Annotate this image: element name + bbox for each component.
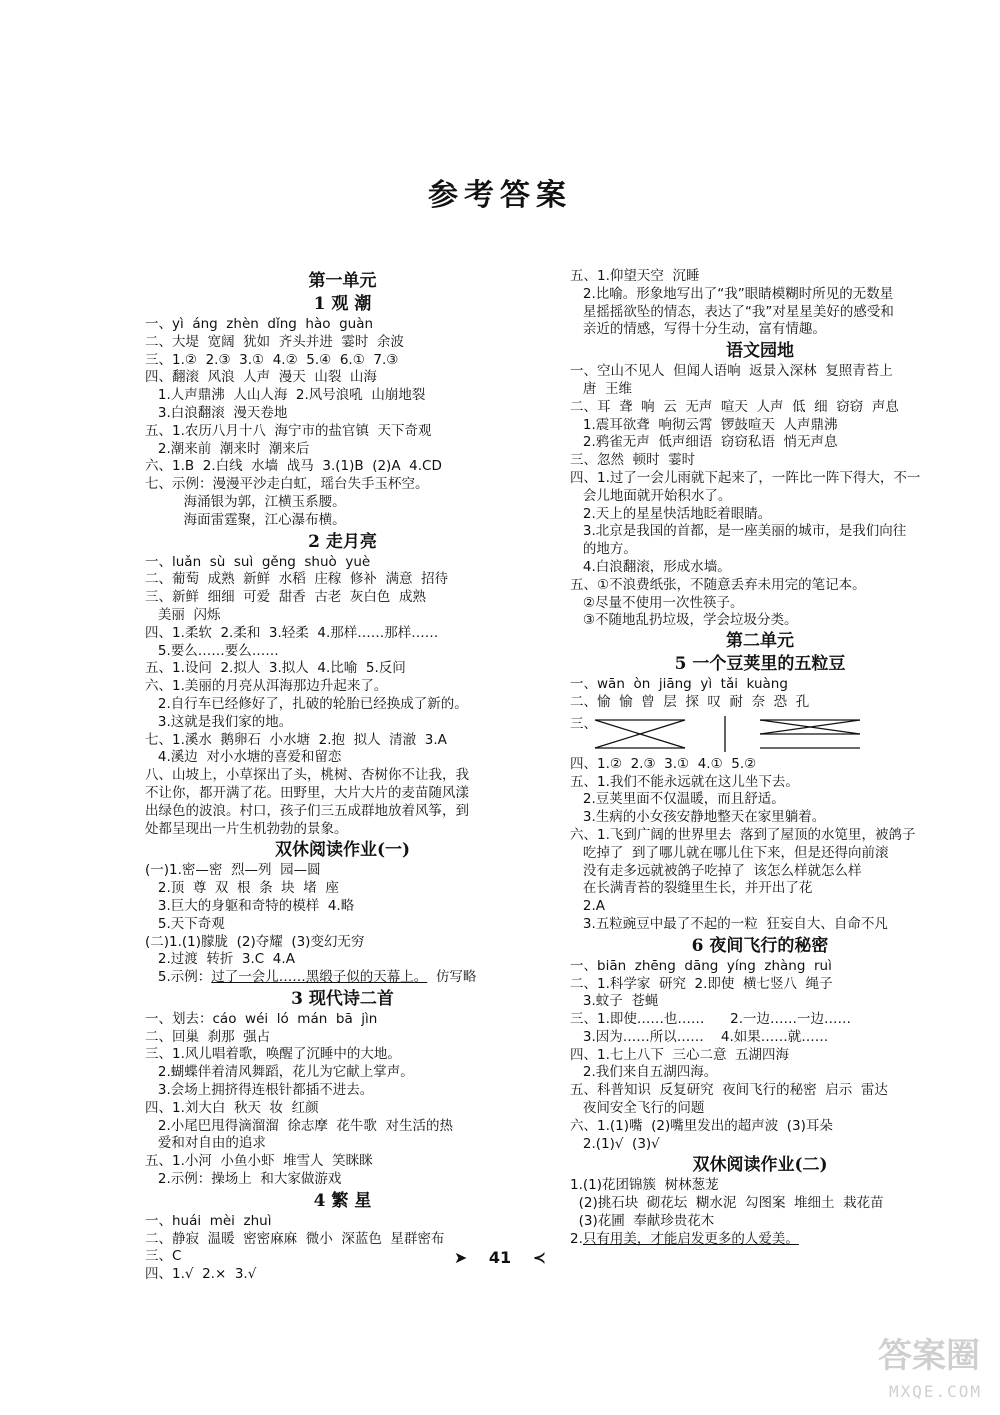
answer-line: 四、1.√ 2.× 3.√ bbox=[145, 1266, 257, 1283]
answer-line: ②尽量不使用一次性筷子。 bbox=[570, 594, 744, 611]
answer-line: 1.震耳欲聋 响彻云霄 锣鼓喧天 人声鼎沸 bbox=[570, 416, 838, 433]
answer-line: 四、翻滚 风浪 人声 漫天 山裂 山海 bbox=[145, 369, 377, 386]
answer-line: 一、huái mèi zhuì bbox=[145, 1212, 272, 1229]
answer-line: 五、1.小河 小鱼小虾 堆雪人 笑眯眯 bbox=[145, 1153, 373, 1170]
answer-line: 四、1.② 2.③ 3.① 4.① 5.② bbox=[570, 755, 757, 772]
answer-line: 四、1.柔软 2.柔和 3.轻柔 4.那样……那样…… bbox=[145, 624, 439, 641]
answer-line: 2.鸦雀无声 低声细语 窃窃私语 悄无声息 bbox=[570, 434, 838, 451]
answer-line: 二、愉 愉 曾 层 探 叹 耐 奈 恐 孔 bbox=[570, 693, 810, 710]
answer-line: 二、静寂 温暖 密密麻麻 微小 深蓝色 星群密布 bbox=[145, 1230, 445, 1247]
answer-line: 5.天下奇观 bbox=[145, 915, 225, 932]
answer-line: 4.白浪翻滚，形成水墙。 bbox=[570, 558, 731, 575]
answer-line: 2.小尾巴甩得滴溜溜 徐志摩 花牛歌 对生活的热 bbox=[145, 1117, 454, 1134]
answer-line: 2.我们来自五湖四海。 bbox=[570, 1064, 718, 1081]
answer-column-left bbox=[145, 270, 540, 1284]
answer-line: ③不随地乱扔垃圾，学会垃圾分类。 bbox=[570, 612, 798, 629]
answer-line: 六、1.飞到广阔的世界里去 落到了屋顶的水笕里，被鸽子 bbox=[570, 826, 916, 843]
answer-line: 六、1.B 2.白线 水墙 战马 3.(1)B (2)A 4.CD bbox=[145, 458, 442, 475]
answer-line: 2.过渡 转折 3.C 4.A bbox=[145, 951, 295, 968]
answer-line: 二、回巢 刹那 强占 bbox=[145, 1028, 271, 1045]
answer-line: 四、1.七上八下 三心二意 五湖四海 bbox=[570, 1046, 790, 1063]
answer-line: 三、新鲜 细细 可爱 甜香 古老 灰白色 成熟 bbox=[145, 589, 426, 606]
answer-line: 五、1.仰望天空 沉睡 bbox=[570, 268, 700, 284]
answer-line: 六、1.美丽的月亮从洱海那边升起来了。 bbox=[145, 678, 388, 695]
lesson-heading: 双休阅读作业(一) bbox=[274, 840, 411, 861]
answer-line: 3.这就是我们家的地。 bbox=[145, 713, 293, 730]
answer-line: 二、耳 聋 响 云 无声 喧天 人声 低 细 窃窃 声息 bbox=[570, 398, 899, 415]
watermark bbox=[842, 1317, 992, 1407]
answer-line: (一)1.密—密 烈—列 园—圆 bbox=[145, 862, 321, 879]
answer-text: 仿写略 bbox=[427, 969, 477, 986]
answer-line: 四、1.过了一会儿雨就下起来了，一阵比一阵下得大，不一 bbox=[570, 469, 921, 486]
answer-line: 五、1.农历八月十八 海宁市的盐官镇 天下奇观 bbox=[145, 422, 432, 439]
answer-line: 没有走多远就被鸽子吃掉了 该怎么样就怎么样 bbox=[570, 862, 862, 879]
underlined-text: 只有用美，才能启发更多的人爱美。 bbox=[582, 1230, 799, 1247]
answer-line: 3.蚊子 苍蝇 bbox=[570, 993, 659, 1010]
page-title: 参考答案 bbox=[428, 178, 572, 213]
answer-line: 4.溪边 对小水塘的喜爱和留恋 bbox=[145, 749, 342, 766]
answer-line: 2.比喻。形象地写出了“我”眼睛模糊时所见的无数星 bbox=[570, 285, 894, 302]
matching-lines-svg bbox=[570, 712, 870, 756]
answer-line: 一、划去：cáo wéi ló mán bā jìn bbox=[145, 1010, 378, 1027]
watermark-url: MXQE.COM bbox=[888, 1382, 982, 1401]
answer-line: 三、1.即使……也…… 2.一边……一边…… bbox=[570, 1011, 852, 1028]
answer-line: 二、葡萄 成熟 新鲜 水稻 庄稼 修补 满意 招待 bbox=[145, 571, 449, 588]
answer-line: 一、biān zhēng dāng yíng zhàng ruì bbox=[570, 957, 832, 974]
answer-line: 会儿地面就开始积水了。 bbox=[570, 487, 732, 504]
answer-line: 三、C bbox=[145, 1248, 182, 1265]
answer-line: 二、大堤 宽阔 犹如 齐头并进 霎时 余波 bbox=[145, 333, 404, 350]
unit-heading: 第一单元 bbox=[308, 271, 377, 291]
answer-line: 3.因为……所以…… 4.如果……就…… bbox=[570, 1028, 829, 1045]
unit-heading: 第二单元 bbox=[726, 631, 794, 652]
answer-line: 1.人声鼎沸 人山人海 2.风号浪吼 山崩地裂 bbox=[145, 387, 426, 404]
page-footer bbox=[0, 1248, 1000, 1267]
answer-line: (3)花圃 奉献珍贵花木 bbox=[570, 1213, 715, 1230]
answer-line: 六、1.(1)嘴 (2)嘴里发出的超声波 (3)耳朵 bbox=[570, 1117, 833, 1134]
answer-line: 夜间安全飞行的问题 bbox=[570, 1100, 705, 1117]
underlined-text: 过了一会儿……黑缎子似的天幕上。 bbox=[211, 969, 428, 986]
lesson-heading: 语文园地 bbox=[726, 341, 794, 362]
answer-line: 二、1.科学家 研究 2.即使 横七竖八 绳子 bbox=[570, 975, 833, 992]
page-number: 41 bbox=[488, 1248, 512, 1267]
answer-line: 一、yì áng zhèn dǐng hào guàn bbox=[145, 316, 374, 332]
answer-line: 2.蝴蝶伴着清风舞蹈，花儿为它献上掌声。 bbox=[145, 1064, 414, 1081]
answer-line: 海涌银为郭，江横玉系腰。 bbox=[145, 493, 346, 510]
answer-line: 爱和对自由的追求 bbox=[145, 1135, 266, 1152]
answer-line: 吃掉了 到了哪儿就在哪儿住下来，但是还得向前滚 bbox=[570, 844, 889, 861]
answer-line: 处都呈现出一片生机勃勃的景象。 bbox=[145, 820, 348, 837]
watermark-logo: 答案圈 bbox=[878, 1336, 980, 1376]
answer-line: 一、luǎn sù suì gěng shuò yuè bbox=[145, 553, 371, 570]
answer-line: 一、空山不见人 但闻人语响 返景入深林 复照青苔上 bbox=[570, 363, 893, 380]
answer-text: 5.示例： bbox=[145, 969, 212, 986]
answer-column-right bbox=[570, 268, 950, 1249]
answer-line: 3.生病的小女孩安静地整天在家里躺着。 bbox=[570, 809, 826, 826]
answer-line: 在长满青苔的裂缝里生长，并开出了花 bbox=[570, 880, 813, 897]
answer-line: 星摇摇欲坠的情态，表达了“我”对星星美好的感受和 bbox=[570, 303, 894, 320]
answer-line: 不让你，都开满了花。田野里，大片大片的麦苗随风漾 bbox=[145, 784, 469, 801]
answer-line: 3.五粒豌豆中最了不起的一粒 狂妄自大、自命不凡 bbox=[570, 915, 888, 932]
lesson-heading: 双休阅读作业(二) bbox=[692, 1155, 828, 1176]
answer-line: 3.会场上拥挤得连根针都插不进去。 bbox=[145, 1082, 374, 1099]
answer-line: 2.A bbox=[570, 898, 605, 915]
answer-line: 唐 王维 bbox=[570, 380, 632, 397]
diagram-label: 三、 bbox=[570, 715, 597, 732]
answer-line: (二)1.(1)朦胧 (2)夺耀 (3)变幻无穷 bbox=[145, 933, 365, 950]
answer-line: 的地方。 bbox=[570, 541, 637, 558]
lesson-heading: 1 观 潮 bbox=[313, 294, 372, 314]
answer-line: 海面雷霆聚，江心瀑布横。 bbox=[145, 511, 346, 528]
answer-text: 2. bbox=[570, 1230, 583, 1247]
answer-line: 美丽 闪烁 bbox=[145, 606, 221, 623]
answer-line bbox=[145, 969, 540, 987]
lesson-heading: 6 夜间飞行的秘密 bbox=[691, 935, 829, 956]
answer-line: 三、忽然 顿时 霎时 bbox=[570, 452, 696, 469]
answer-line: 2.顶 尊 双 根 条 块 堵 座 bbox=[145, 880, 339, 897]
answer-line: 出绿色的波浪。村口，孩子们三五成群地放着风筝，到 bbox=[145, 802, 469, 819]
answer-line: 三、1.风儿唱着歌，唤醒了沉睡中的大地。 bbox=[145, 1046, 401, 1063]
answer-line: 五、1.设问 2.拟人 3.拟人 4.比喻 5.反问 bbox=[145, 660, 406, 677]
answer-line: 三、1.② 2.③ 3.① 4.② 5.④ 6.① 7.③ bbox=[145, 351, 399, 368]
answer-line: 2.潮来前 潮来时 潮来后 bbox=[145, 440, 310, 457]
answer-line: 五、科普知识 反复研究 夜间飞行的秘密 启示 雷达 bbox=[570, 1082, 888, 1099]
answer-line: 2.自行车已经修好了，扎破的轮胎已经换成了新的。 bbox=[145, 695, 468, 712]
answer-line: 2.示例：操场上 和大家做游戏 bbox=[145, 1171, 342, 1188]
answer-line: 2.天上的星星快活地眨着眼睛。 bbox=[570, 505, 772, 522]
answer-line: 3.北京是我国的首都，是一座美丽的城市，是我们向往 bbox=[570, 523, 907, 540]
arrow-left-icon: ≺ bbox=[532, 1248, 547, 1267]
lesson-heading: 2 走月亮 bbox=[308, 531, 377, 552]
answer-line: 亲近的情感，写得十分生动，富有情趣。 bbox=[570, 321, 826, 338]
answer-line: 一、wān òn jiāng yì tǎi kuàng bbox=[570, 676, 788, 693]
matching-lines-diagram bbox=[570, 712, 950, 756]
answer-line: 八、山坡上，小草探出了头，桃树、杏树你不让我，我 bbox=[145, 767, 469, 784]
answer-line: 五、①不浪费纸张，不随意丢弃未用完的笔记本。 bbox=[570, 576, 866, 593]
answer-line: 5.要么……要么…… bbox=[145, 642, 279, 659]
answer-line: 1.(1)花团锦簇 树林葱茏 bbox=[570, 1177, 719, 1194]
answer-line: 3.巨大的身躯和奇特的模样 4.略 bbox=[145, 897, 355, 914]
answer-line: 3.白浪翻滚 漫天卷地 bbox=[145, 404, 288, 421]
answer-line: 四、1.刘大白 秋天 妆 红颜 bbox=[145, 1099, 319, 1116]
lesson-heading: 4 繁 星 bbox=[313, 1190, 372, 1211]
answer-line: 七、示例：漫漫平沙走白虹，瑶台失手玉杯空。 bbox=[145, 476, 429, 493]
answer-line bbox=[570, 1231, 950, 1249]
answer-line: 七、1.溪水 鹅卵石 小水塘 2.抱 拟人 清澈 3.A bbox=[145, 731, 447, 748]
answer-line: 2.(1)√ (3)√ bbox=[570, 1135, 660, 1152]
answer-line: 2.豆荚里面不仅温暖，而且舒适。 bbox=[570, 791, 785, 808]
arrow-right-icon: ➤ bbox=[453, 1248, 468, 1267]
answer-line: (2)挑石块 砌花坛 糊水泥 勾图案 堆细土 栽花苗 bbox=[570, 1195, 884, 1212]
answer-line: 五、1.我们不能永远就在这儿坐下去。 bbox=[570, 773, 799, 790]
lesson-heading: 5 一个豆荚里的五粒豆 bbox=[674, 654, 846, 675]
lesson-heading: 3 现代诗二首 bbox=[291, 988, 394, 1009]
